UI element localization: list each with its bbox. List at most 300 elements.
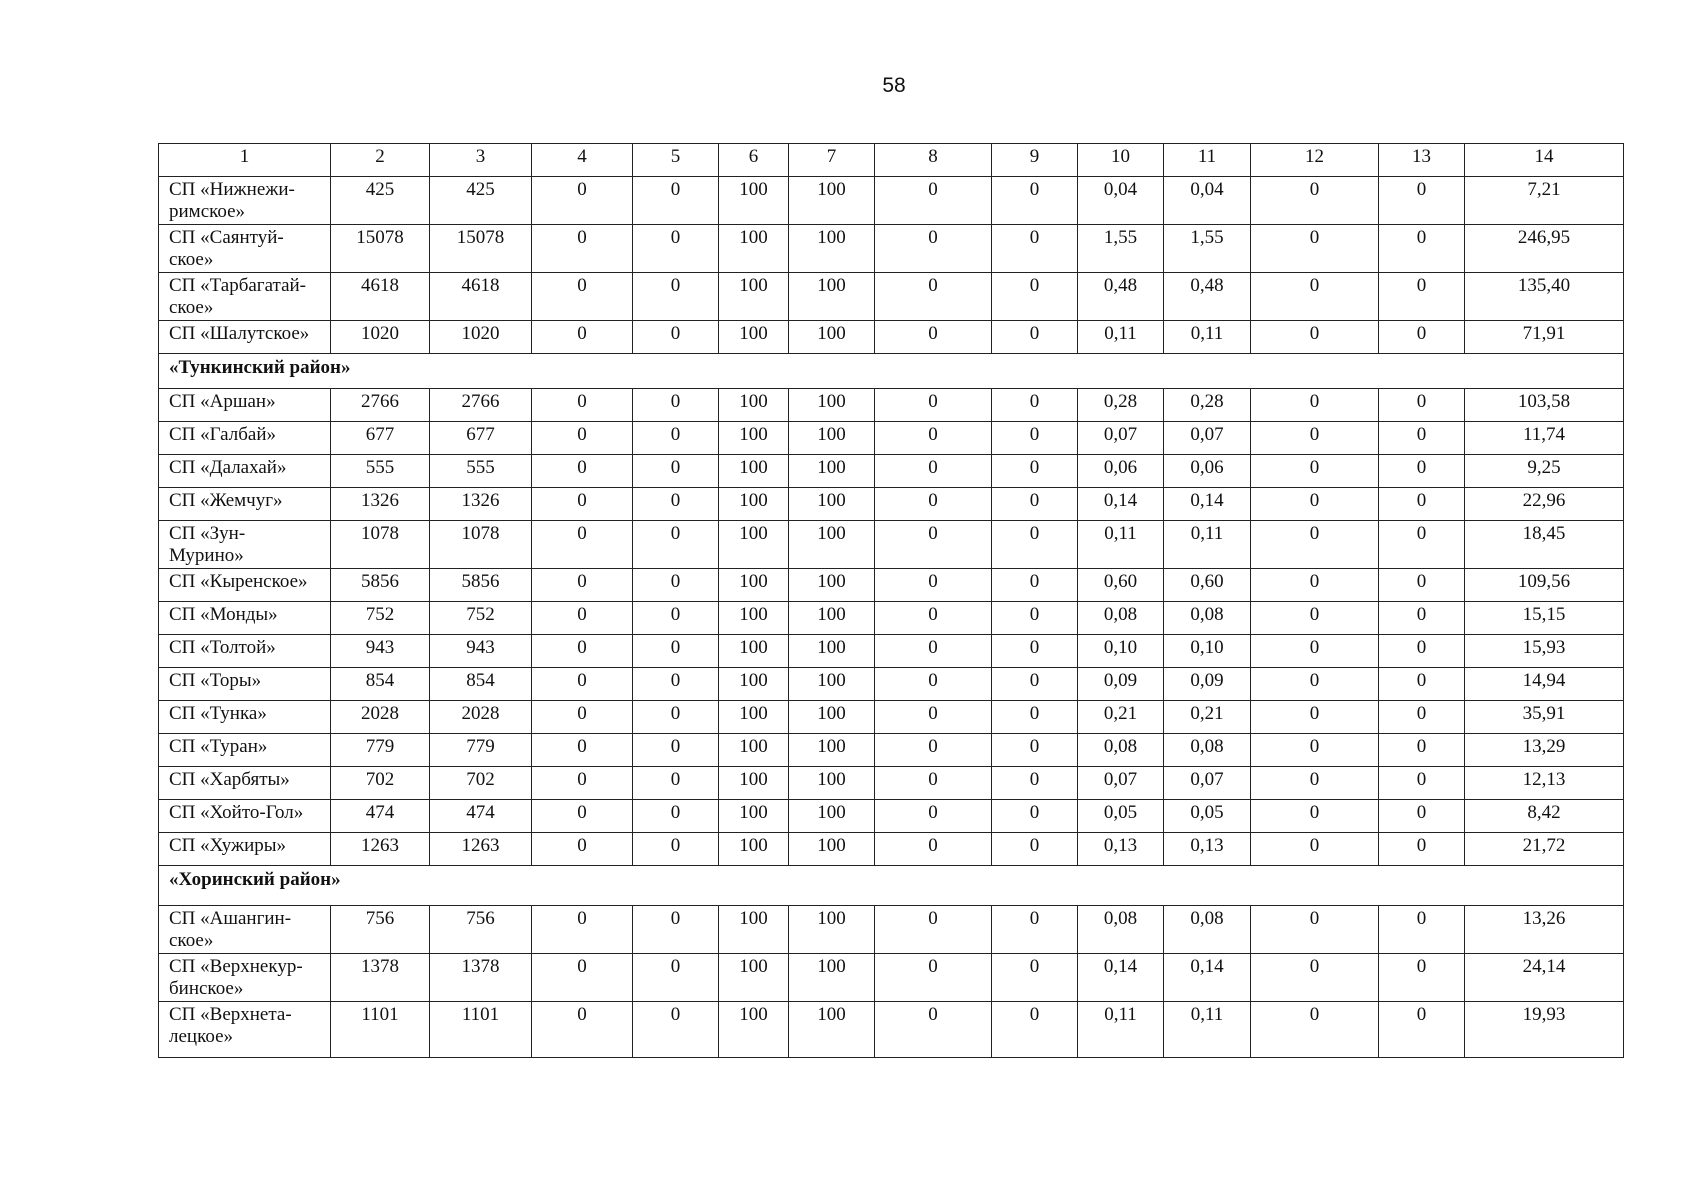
value-cell: 0 [875, 321, 992, 354]
value-cell: 100 [789, 488, 875, 521]
value-cell: 0 [992, 602, 1078, 635]
value-cell: 100 [719, 602, 789, 635]
value-cell: 0 [1251, 422, 1379, 455]
value-cell: 0,10 [1078, 635, 1164, 668]
page-number: 58 [882, 74, 906, 97]
value-cell: 0 [992, 455, 1078, 488]
settlement-name: СП «Тарбагатай- ское» [159, 273, 331, 321]
table-row [159, 767, 1624, 800]
value-cell: 0 [1379, 701, 1465, 734]
value-cell: 100 [789, 602, 875, 635]
header-cell: 1 [159, 144, 331, 177]
value-cell: 0 [633, 906, 719, 954]
value-cell: 100 [789, 321, 875, 354]
table-body [159, 144, 1624, 1058]
value-cell: 0 [532, 225, 633, 273]
value-cell: 1326 [331, 488, 430, 521]
settlement-name: СП «Ашангин- ское» [159, 906, 331, 954]
value-cell: 0 [1379, 767, 1465, 800]
value-cell: 0,48 [1164, 273, 1251, 321]
value-cell: 0 [992, 1002, 1078, 1058]
value-cell: 0 [1379, 177, 1465, 225]
value-cell: 0 [1251, 668, 1379, 701]
value-cell: 0,04 [1164, 177, 1251, 225]
value-cell: 1101 [331, 1002, 430, 1058]
value-cell: 100 [789, 767, 875, 800]
table-row [159, 389, 1624, 422]
settlement-name: СП «Верхнекур- бинское» [159, 954, 331, 1002]
value-cell: 0 [992, 635, 1078, 668]
value-cell: 0 [875, 455, 992, 488]
value-cell: 1101 [430, 1002, 532, 1058]
value-cell: 0 [1379, 488, 1465, 521]
value-cell: 0 [532, 521, 633, 569]
value-cell: 0 [1379, 602, 1465, 635]
value-cell: 0 [633, 800, 719, 833]
value-cell: 0 [532, 177, 633, 225]
value-cell: 0 [875, 569, 992, 602]
settlement-name: СП «Толтой» [159, 635, 331, 668]
section-title: «Тункинский район» [159, 354, 1624, 389]
value-cell: 0,28 [1078, 389, 1164, 422]
value-cell: 474 [430, 800, 532, 833]
value-cell: 100 [789, 422, 875, 455]
table-row [159, 602, 1624, 635]
value-cell: 0,14 [1078, 488, 1164, 521]
settlement-name: СП «Шалутское» [159, 321, 331, 354]
value-cell: 0 [532, 833, 633, 866]
value-cell: 0,08 [1078, 906, 1164, 954]
value-cell: 0 [633, 177, 719, 225]
value-cell: 35,91 [1465, 701, 1624, 734]
value-cell: 71,91 [1465, 321, 1624, 354]
value-cell: 0 [1379, 273, 1465, 321]
value-cell: 0,08 [1078, 734, 1164, 767]
value-cell: 0 [633, 954, 719, 1002]
value-cell: 0 [1379, 569, 1465, 602]
value-cell: 0 [875, 906, 992, 954]
value-cell: 0 [875, 488, 992, 521]
header-cell: 13 [1379, 144, 1465, 177]
value-cell: 0 [875, 734, 992, 767]
value-cell: 100 [719, 521, 789, 569]
value-cell: 0 [532, 488, 633, 521]
settlement-name: СП «Далахай» [159, 455, 331, 488]
value-cell: 0 [532, 273, 633, 321]
value-cell: 0 [633, 488, 719, 521]
value-cell: 100 [719, 225, 789, 273]
value-cell: 0 [532, 602, 633, 635]
value-cell: 0 [992, 701, 1078, 734]
value-cell: 1020 [331, 321, 430, 354]
value-cell: 24,14 [1465, 954, 1624, 1002]
table-row [159, 954, 1624, 1002]
value-cell: 0 [992, 833, 1078, 866]
value-cell: 0 [992, 906, 1078, 954]
value-cell: 0,10 [1164, 635, 1251, 668]
value-cell: 0 [1379, 833, 1465, 866]
value-cell: 4618 [331, 273, 430, 321]
value-cell: 0,13 [1078, 833, 1164, 866]
value-cell: 100 [719, 833, 789, 866]
value-cell: 2028 [331, 701, 430, 734]
value-cell: 0 [1379, 734, 1465, 767]
value-cell: 100 [789, 701, 875, 734]
value-cell: 1263 [331, 833, 430, 866]
value-cell: 13,26 [1465, 906, 1624, 954]
section-header-row [159, 866, 1624, 906]
value-cell: 100 [789, 225, 875, 273]
settlement-name: СП «Харбяты» [159, 767, 331, 800]
value-cell: 2766 [331, 389, 430, 422]
value-cell: 100 [719, 767, 789, 800]
value-cell: 0 [875, 521, 992, 569]
value-cell: 0 [633, 833, 719, 866]
value-cell: 0 [875, 954, 992, 1002]
value-cell: 0 [875, 635, 992, 668]
settlement-name: СП «Аршан» [159, 389, 331, 422]
value-cell: 0 [532, 1002, 633, 1058]
value-cell: 19,93 [1465, 1002, 1624, 1058]
value-cell: 1378 [430, 954, 532, 1002]
value-cell: 15078 [430, 225, 532, 273]
value-cell: 0 [532, 701, 633, 734]
value-cell: 0,07 [1078, 767, 1164, 800]
value-cell: 21,72 [1465, 833, 1624, 866]
table-row [159, 800, 1624, 833]
header-cell: 3 [430, 144, 532, 177]
value-cell: 0 [1379, 1002, 1465, 1058]
value-cell: 0,07 [1078, 422, 1164, 455]
table-row [159, 701, 1624, 734]
value-cell: 1378 [331, 954, 430, 1002]
value-cell: 100 [719, 734, 789, 767]
value-cell: 0 [875, 422, 992, 455]
value-cell: 0,05 [1078, 800, 1164, 833]
value-cell: 854 [430, 668, 532, 701]
value-cell: 100 [789, 521, 875, 569]
value-cell: 0 [633, 422, 719, 455]
value-cell: 752 [331, 602, 430, 635]
value-cell: 0 [633, 602, 719, 635]
value-cell: 0 [633, 455, 719, 488]
value-cell: 0 [875, 767, 992, 800]
value-cell: 0 [992, 177, 1078, 225]
value-cell: 0 [992, 422, 1078, 455]
value-cell: 0,21 [1078, 701, 1164, 734]
value-cell: 854 [331, 668, 430, 701]
value-cell: 0 [1379, 225, 1465, 273]
value-cell: 100 [789, 177, 875, 225]
value-cell: 0 [992, 225, 1078, 273]
value-cell: 0 [1251, 800, 1379, 833]
value-cell: 702 [331, 767, 430, 800]
value-cell: 0,13 [1164, 833, 1251, 866]
value-cell: 0 [633, 668, 719, 701]
value-cell: 0 [1379, 800, 1465, 833]
value-cell: 0 [532, 321, 633, 354]
value-cell: 0 [875, 701, 992, 734]
settlement-name: СП «Туран» [159, 734, 331, 767]
value-cell: 0 [1379, 389, 1465, 422]
value-cell: 0 [992, 569, 1078, 602]
value-cell: 4618 [430, 273, 532, 321]
value-cell: 100 [789, 668, 875, 701]
header-cell: 10 [1078, 144, 1164, 177]
value-cell: 100 [719, 800, 789, 833]
value-cell: 0,14 [1164, 488, 1251, 521]
value-cell: 0,08 [1164, 734, 1251, 767]
table-row [159, 422, 1624, 455]
value-cell: 0 [633, 273, 719, 321]
value-cell: 246,95 [1465, 225, 1624, 273]
table-row [159, 1002, 1624, 1058]
value-cell: 0 [633, 734, 719, 767]
settlement-name: СП «Тунка» [159, 701, 331, 734]
value-cell: 425 [331, 177, 430, 225]
value-cell: 0 [532, 734, 633, 767]
value-cell: 0 [633, 521, 719, 569]
value-cell: 1,55 [1078, 225, 1164, 273]
value-cell: 0 [532, 389, 633, 422]
value-cell: 0 [992, 800, 1078, 833]
table-row [159, 668, 1624, 701]
header-cell: 2 [331, 144, 430, 177]
value-cell: 0,09 [1164, 668, 1251, 701]
value-cell: 8,42 [1465, 800, 1624, 833]
value-cell: 11,74 [1465, 422, 1624, 455]
value-cell: 14,94 [1465, 668, 1624, 701]
value-cell: 0 [875, 668, 992, 701]
value-cell: 100 [789, 569, 875, 602]
value-cell: 0,11 [1078, 1002, 1164, 1058]
value-cell: 677 [331, 422, 430, 455]
value-cell: 0,11 [1164, 1002, 1251, 1058]
value-cell: 0 [532, 455, 633, 488]
value-cell: 0 [1379, 906, 1465, 954]
header-cell: 7 [789, 144, 875, 177]
value-cell: 9,25 [1465, 455, 1624, 488]
value-cell: 0 [1251, 734, 1379, 767]
value-cell: 0 [532, 668, 633, 701]
value-cell: 100 [719, 954, 789, 1002]
value-cell: 100 [789, 1002, 875, 1058]
value-cell: 1326 [430, 488, 532, 521]
value-cell: 100 [719, 321, 789, 354]
value-cell: 100 [719, 177, 789, 225]
table-row [159, 225, 1624, 273]
value-cell: 1020 [430, 321, 532, 354]
value-cell: 0,05 [1164, 800, 1251, 833]
value-cell: 702 [430, 767, 532, 800]
value-cell: 0 [1251, 602, 1379, 635]
value-cell: 2766 [430, 389, 532, 422]
value-cell: 0 [875, 177, 992, 225]
value-cell: 0,60 [1078, 569, 1164, 602]
value-cell: 0,28 [1164, 389, 1251, 422]
settlement-name: СП «Верхнета- лецкое» [159, 1002, 331, 1058]
table-row [159, 635, 1624, 668]
value-cell: 0 [633, 635, 719, 668]
value-cell: 0 [992, 954, 1078, 1002]
value-cell: 0 [633, 225, 719, 273]
value-cell: 100 [719, 569, 789, 602]
value-cell: 0 [992, 521, 1078, 569]
value-cell: 0 [1251, 177, 1379, 225]
settlement-name: СП «Хойто-Гол» [159, 800, 331, 833]
value-cell: 0 [1251, 521, 1379, 569]
value-cell: 22,96 [1465, 488, 1624, 521]
settlement-name: СП «Галбай» [159, 422, 331, 455]
value-cell: 1078 [331, 521, 430, 569]
value-cell: 1263 [430, 833, 532, 866]
value-cell: 15,15 [1465, 602, 1624, 635]
value-cell: 100 [719, 488, 789, 521]
value-cell: 943 [331, 635, 430, 668]
header-cell: 5 [633, 144, 719, 177]
table-row [159, 569, 1624, 602]
value-cell: 779 [331, 734, 430, 767]
value-cell: 100 [789, 635, 875, 668]
value-cell: 135,40 [1465, 273, 1624, 321]
value-cell: 0 [633, 321, 719, 354]
value-cell: 0,14 [1078, 954, 1164, 1002]
value-cell: 0 [1251, 954, 1379, 1002]
value-cell: 100 [719, 455, 789, 488]
value-cell: 100 [789, 455, 875, 488]
value-cell: 109,56 [1465, 569, 1624, 602]
value-cell: 0 [1379, 422, 1465, 455]
table-row [159, 521, 1624, 569]
value-cell: 0 [1251, 389, 1379, 422]
value-cell: 100 [789, 833, 875, 866]
value-cell: 0,11 [1078, 521, 1164, 569]
value-cell: 0,08 [1164, 602, 1251, 635]
table-row [159, 273, 1624, 321]
value-cell: 0 [875, 389, 992, 422]
settlement-name: СП «Нижнежи- римское» [159, 177, 331, 225]
table-row [159, 455, 1624, 488]
value-cell: 0 [875, 833, 992, 866]
value-cell: 677 [430, 422, 532, 455]
settlement-name: СП «Кыренское» [159, 569, 331, 602]
value-cell: 13,29 [1465, 734, 1624, 767]
value-cell: 0 [1251, 273, 1379, 321]
value-cell: 943 [430, 635, 532, 668]
value-cell: 0 [1379, 321, 1465, 354]
value-cell: 0 [1251, 569, 1379, 602]
header-cell: 11 [1164, 144, 1251, 177]
value-cell: 100 [789, 389, 875, 422]
value-cell: 0,11 [1078, 321, 1164, 354]
value-cell: 7,21 [1465, 177, 1624, 225]
value-cell: 0 [633, 767, 719, 800]
value-cell: 0 [1379, 455, 1465, 488]
value-cell: 0 [1379, 668, 1465, 701]
value-cell: 0 [1251, 833, 1379, 866]
value-cell: 100 [719, 389, 789, 422]
value-cell: 1,55 [1164, 225, 1251, 273]
value-cell: 0,06 [1078, 455, 1164, 488]
table-row [159, 488, 1624, 521]
value-cell: 474 [331, 800, 430, 833]
value-cell: 0,48 [1078, 273, 1164, 321]
value-cell: 0,07 [1164, 767, 1251, 800]
value-cell: 0 [1251, 701, 1379, 734]
value-cell: 0 [1251, 767, 1379, 800]
value-cell: 0 [1251, 635, 1379, 668]
table-row [159, 734, 1624, 767]
value-cell: 0 [992, 668, 1078, 701]
value-cell: 100 [719, 635, 789, 668]
value-cell: 0 [1251, 906, 1379, 954]
value-cell: 779 [430, 734, 532, 767]
value-cell: 0 [633, 569, 719, 602]
value-cell: 0 [532, 635, 633, 668]
settlement-name: СП «Хужиры» [159, 833, 331, 866]
value-cell: 100 [789, 734, 875, 767]
value-cell: 5856 [430, 569, 532, 602]
table-row [159, 321, 1624, 354]
value-cell: 0 [875, 273, 992, 321]
value-cell: 0 [1251, 1002, 1379, 1058]
value-cell: 5856 [331, 569, 430, 602]
section-title: «Хоринский район» [159, 866, 1624, 906]
value-cell: 0 [532, 954, 633, 1002]
value-cell: 0 [992, 734, 1078, 767]
value-cell: 0,60 [1164, 569, 1251, 602]
value-cell: 0 [633, 701, 719, 734]
value-cell: 0 [1251, 455, 1379, 488]
value-cell: 0 [1251, 488, 1379, 521]
settlement-name: СП «Зун- Мурино» [159, 521, 331, 569]
value-cell: 752 [430, 602, 532, 635]
settlement-name: СП «Саянтуй- ское» [159, 225, 331, 273]
value-cell: 100 [719, 668, 789, 701]
value-cell: 0 [532, 422, 633, 455]
value-cell: 0,07 [1164, 422, 1251, 455]
header-cell: 4 [532, 144, 633, 177]
value-cell: 0,09 [1078, 668, 1164, 701]
value-cell: 0,08 [1164, 906, 1251, 954]
value-cell: 0 [1251, 225, 1379, 273]
value-cell: 0,11 [1164, 321, 1251, 354]
header-cell: 8 [875, 144, 992, 177]
value-cell: 0 [532, 800, 633, 833]
value-cell: 0 [992, 389, 1078, 422]
header-cell: 14 [1465, 144, 1624, 177]
value-cell: 100 [789, 273, 875, 321]
value-cell: 0,04 [1078, 177, 1164, 225]
value-cell: 100 [719, 422, 789, 455]
value-cell: 15,93 [1465, 635, 1624, 668]
value-cell: 0 [532, 906, 633, 954]
value-cell: 100 [719, 1002, 789, 1058]
value-cell: 103,58 [1465, 389, 1624, 422]
value-cell: 0 [532, 569, 633, 602]
settlement-name: СП «Монды» [159, 602, 331, 635]
value-cell: 0 [992, 767, 1078, 800]
value-cell: 0 [1379, 521, 1465, 569]
value-cell: 100 [719, 701, 789, 734]
value-cell: 0 [1379, 954, 1465, 1002]
value-cell: 0 [992, 321, 1078, 354]
value-cell: 0,21 [1164, 701, 1251, 734]
settlement-name: СП «Жемчуг» [159, 488, 331, 521]
value-cell: 0 [875, 602, 992, 635]
value-cell: 100 [789, 954, 875, 1002]
value-cell: 0 [633, 1002, 719, 1058]
